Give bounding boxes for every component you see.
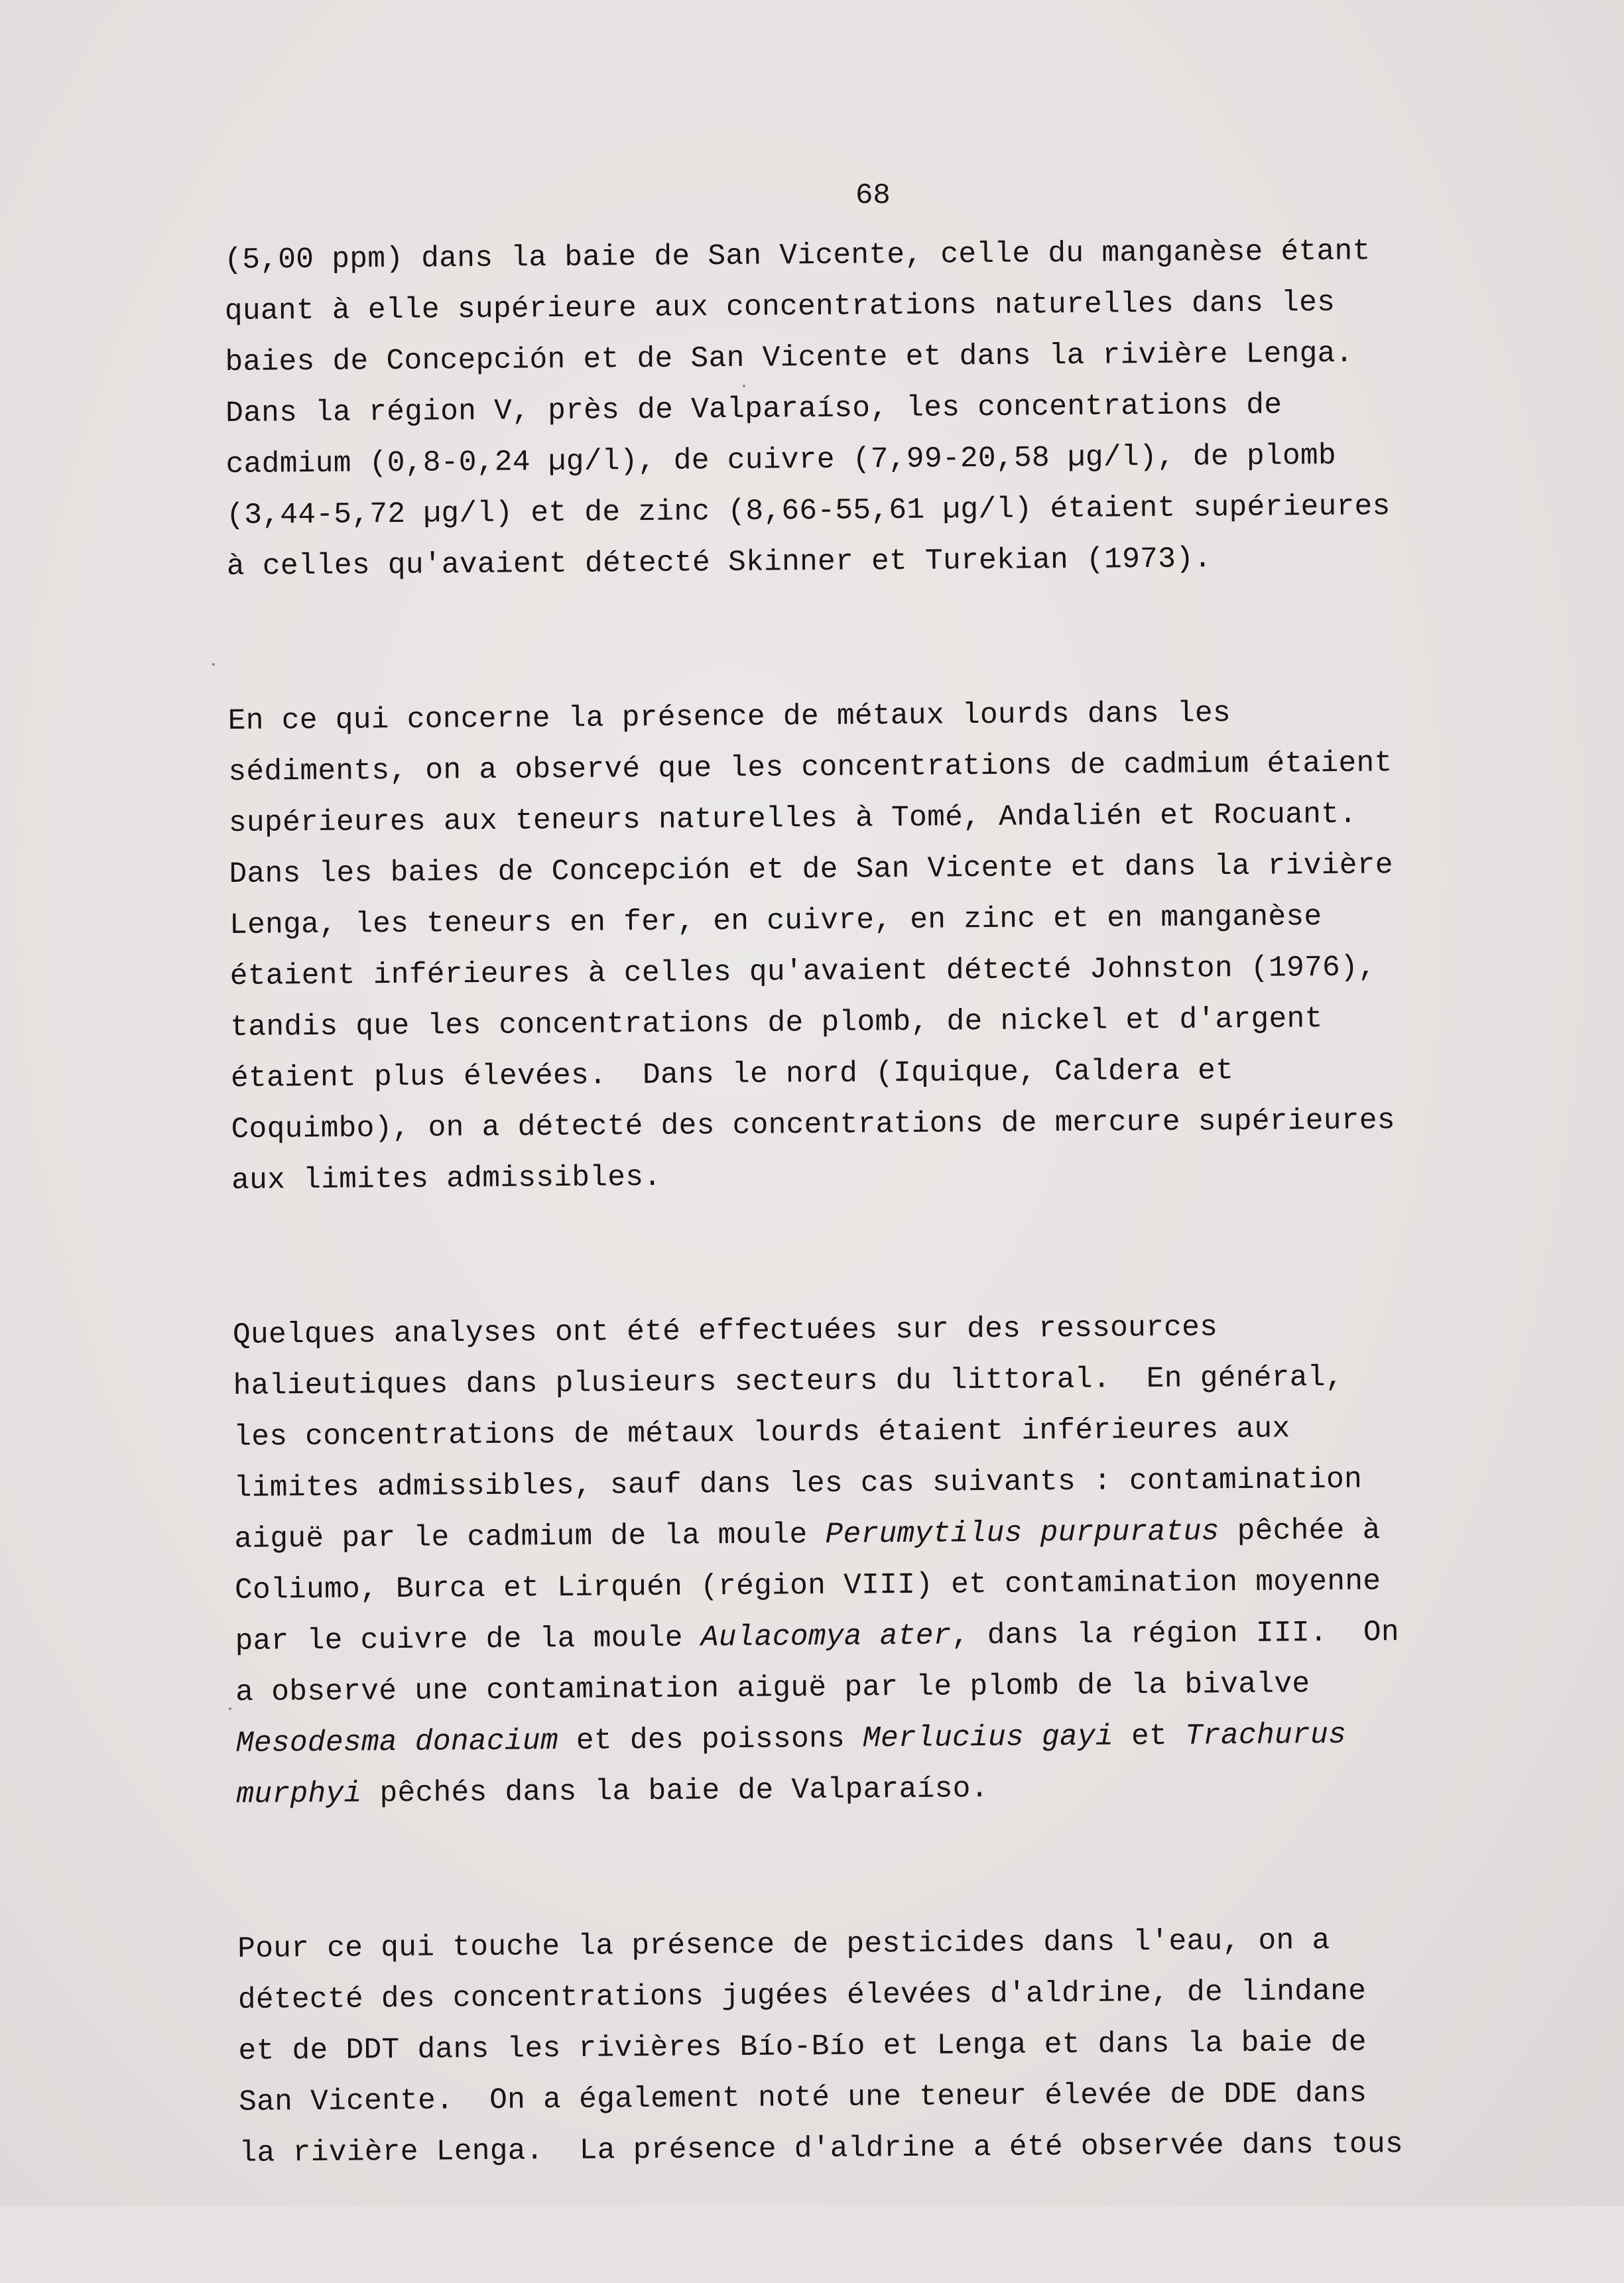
text-segment: étaient plus élevées. Dans le nord (Iquique, Caldera et [231, 1054, 1234, 1095]
text-segment: tandis que les concentrations de plomb, de nickel et d'argent [230, 1003, 1323, 1044]
species-name: Perumytilus purpuratus [825, 1515, 1219, 1552]
scan-speck [743, 385, 745, 387]
paragraph [224, 225, 1566, 593]
text-segment: pêchée à [1219, 1514, 1380, 1548]
text-segment: (3,44-5,72 µg/l) et de zinc (8,66-55,61 µg/l) étaient supérieures [226, 490, 1391, 532]
text-segment: à celles qu'avaient détecté Skinner et Turekian (1973). [227, 542, 1212, 584]
text-segment: et de DDT dans les rivières Bío-Bío et Lenga et dans la baie de [238, 2026, 1367, 2068]
text-line [231, 1094, 1571, 1156]
text-segment: En ce qui concerne la présence de métaux lourds dans les [228, 697, 1231, 738]
text-line [229, 941, 1570, 1003]
species-name: Trachurus [1185, 1719, 1346, 1753]
text-line [228, 737, 1568, 798]
text-segment: Quelques analyses ont été effectuées sur des ressources [233, 1311, 1218, 1352]
text-segment: et [1113, 1720, 1185, 1754]
text-segment: (5,00 ppm) dans la baie de San Vicente, celle du manganèse étant [224, 235, 1371, 277]
text-segment: Coliumo, Burca et Lirquén (région VIII) et contamination moyenne [235, 1565, 1381, 1607]
text-line [235, 1606, 1575, 1668]
text-segment: Dans les baies de Concepción et de San Vicente et dans la rivière [229, 849, 1393, 891]
text-segment: cadmium (0,8-0,24 µg/l), de cuivre (7,99-20,58 µg/l), de plomb [226, 440, 1337, 481]
text-segment: par le cuivre de la moule [235, 1621, 700, 1658]
text-line [231, 1145, 1572, 1207]
text-segment: halieutiques dans plusieurs secteurs du littoral. En général, [233, 1361, 1343, 1403]
text-segment: San Vicente. On a également noté une teneur élevée de DDE dans [239, 2077, 1367, 2119]
text-line [226, 480, 1566, 542]
species-name: murphyi [236, 1777, 361, 1811]
text-line [239, 2118, 1579, 2180]
text-segment: supérieures aux teneurs naturelles à Tomé, Andalién et Rocuant. [229, 798, 1357, 840]
text-segment: sédiments, on a observé que les concentrations de cadmium étaient [228, 747, 1393, 789]
text-line [229, 839, 1569, 900]
scan-speck [212, 663, 215, 666]
text-segment: et des poissons [558, 1723, 863, 1759]
text-segment: , dans la région III. On [952, 1616, 1399, 1652]
paragraph [233, 1300, 1576, 1821]
body-text [224, 225, 1580, 2283]
text-segment: Coquimbo), on a détecté des concentrations de mercure supérieures [231, 1104, 1395, 1146]
text-segment: Pour ce qui touche la présence de pesticides dans l'eau, on a [237, 1924, 1330, 1966]
text-line [224, 225, 1564, 286]
page-number: 68 [855, 179, 891, 212]
paragraph [227, 686, 1571, 1207]
paragraph [237, 1914, 1579, 2180]
text-segment: les concentrations de métaux lourds étaient inférieures aux [233, 1412, 1290, 1454]
text-segment: détecté des concentrations jugées élevées d'aldrine, de lindane [238, 1975, 1367, 2017]
text-segment: étaient inférieures à celles qu'avaient détecté Johnston (1976), [230, 951, 1377, 993]
text-segment: aiguë par le cadmium de la moule [234, 1518, 826, 1556]
species-name: Mesodesma donacium [236, 1725, 558, 1760]
text-line [236, 1759, 1576, 1821]
text-segment: Dans la région V, près de Valparaíso, les concentrations de [225, 389, 1282, 430]
text-segment: quant à elle supérieure aux concentrations naturelles dans les [225, 286, 1336, 328]
species-name: Aulacomya ater [701, 1619, 952, 1654]
text-segment: baies de Concepción et de San Vicente et dans la rivière Lenga. [225, 338, 1353, 379]
text-segment: limites admissibles, sauf dans les cas suivants : contamination [234, 1463, 1363, 1505]
text-line [227, 531, 1567, 593]
text-segment: a observé une contamination aiguë par le plomb de la bivalve [235, 1668, 1310, 1709]
text-segment: la rivière Lenga. La présence d'aldrine a été observée dans tous [239, 2128, 1404, 2170]
scan-speck [229, 1707, 231, 1710]
text-segment: Lenga, les teneurs en fer, en cuivre, en zinc et en manganèse [229, 900, 1322, 942]
species-name: Merlucius gayi [863, 1721, 1113, 1756]
text-segment: pêchés dans la baie de Valparaíso. [361, 1772, 989, 1810]
text-segment: aux limites admissibles. [231, 1161, 661, 1198]
